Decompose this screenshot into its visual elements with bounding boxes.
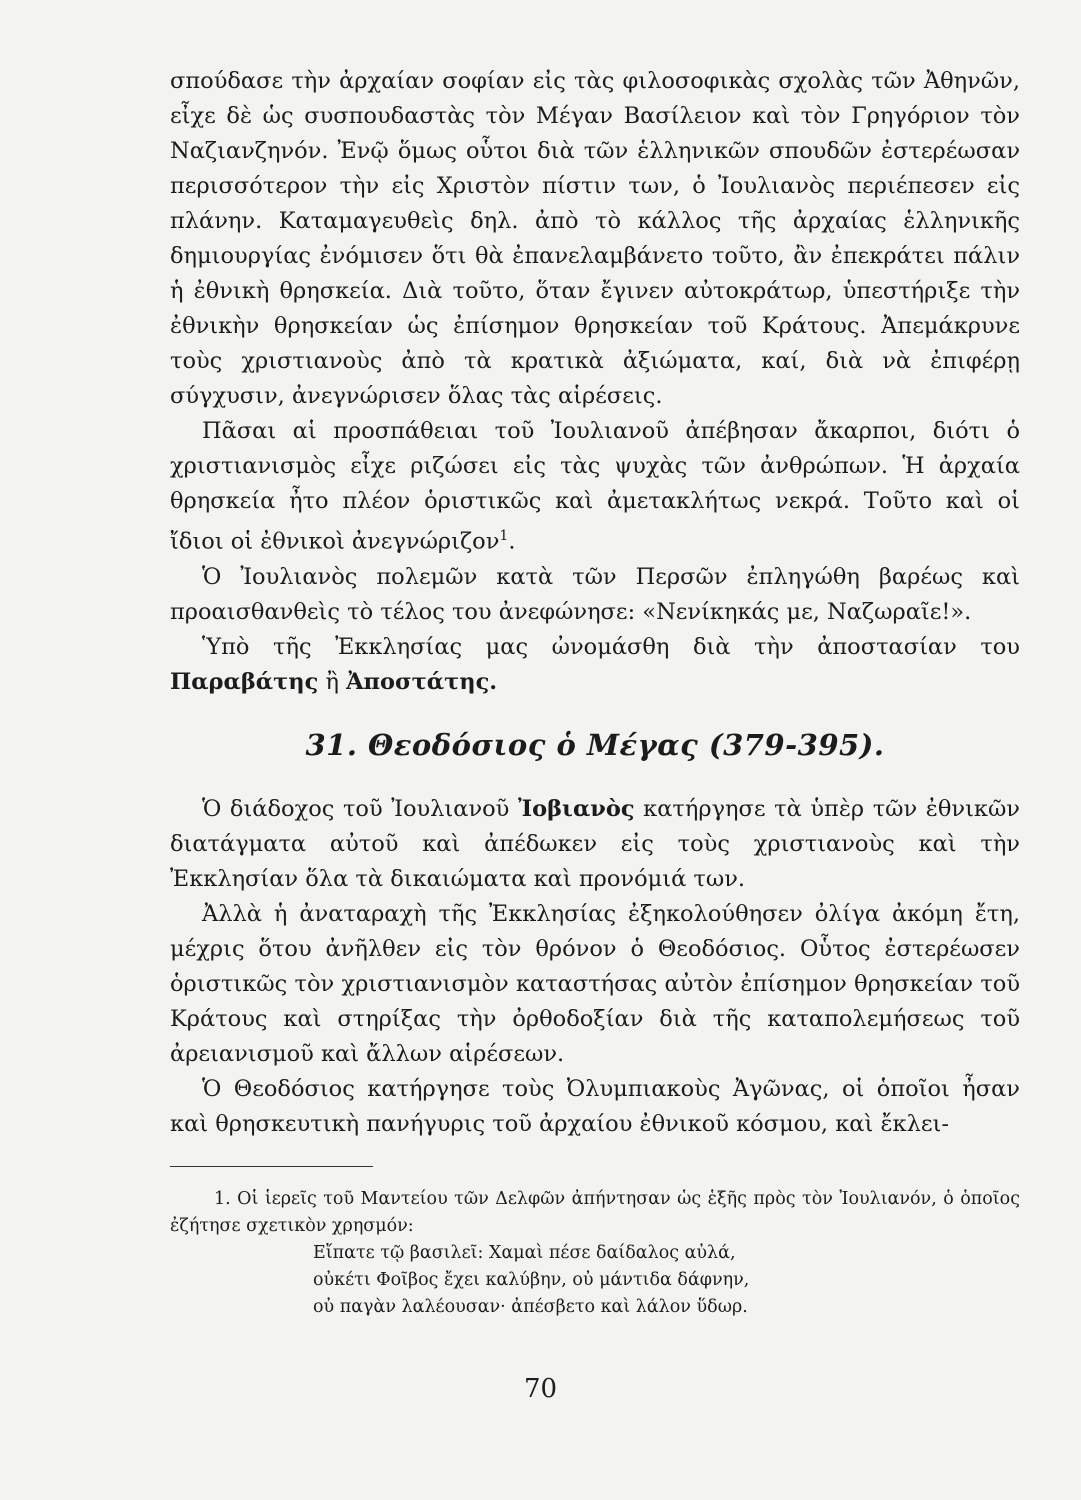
paragraph-2 <box>170 414 1020 560</box>
verse-line: οὐκέτι Φοῖβος ἔχει καλύβην, οὐ μάντιδα δάφνην, <box>313 1270 750 1290</box>
footnote-divider <box>170 1166 373 1167</box>
paragraph-7: Ὁ Θεοδόσιος κατήργησε τοὺς Ὀλυμπιακοὺς Ἀγῶνας, οἱ ὁποῖοι ἦσαν καὶ θρησκευτικὴ πανήγυρις τοῦ ἀρχαίου ἐθνικοῦ κόσμου, καὶ ἔκλει- <box>170 1075 1020 1137</box>
paragraph-5-end: κατήργησε τὰ ὑπὲρ τῶν ἐθνικῶν διατάγματα αὐτοῦ καὶ ἀπέδωκεν εἰς τοὺς χριστιανοὺς καὶ τὴν Ἐκκλησίαν ὅλα τὰ δικαιώματα καὶ προνόμιά των. <box>170 795 1020 892</box>
term-apostatis: Ἀποστάτης <box>346 668 490 695</box>
footnote-reference: 1 <box>499 528 509 544</box>
paragraph-3: Ὁ Ἰουλιανὸς πολεμῶν κατὰ τῶν Περσῶν ἐπληγώθη βαρέως καὶ προαισθανθεὶς τὸ τέλος του ἀνεφώνησε: «Νενίκηκάς με, Ναζωραῖε!». <box>170 563 1020 625</box>
section-heading: 31. Θεοδόσιος ὁ Μέγας (379-395). <box>305 727 885 762</box>
paragraph-2-text: Πᾶσαι αἱ προσπάθειαι τοῦ Ἰουλιανοῦ ἀπέβησαν ἄκαρποι, διότι ὁ χριστιανισμὸς εἶχε ριζώσει εἰς τὰς ψυχὰς τῶν ἀνθρώπων. Ἡ ἀρχαία θρησκεία ἦτο πλέον ὁριστικῶς καὶ ἀμετακλήτως νεκρά. Τοῦτο καὶ οἱ ἴδιοι οἱ ἐθνικοὶ ἀνεγνώριζον <box>170 418 1020 555</box>
verse-line: Εἴπατε τῷ βασιλεῖ: Χαμαὶ πέσε δαίδαλος αὐλά, <box>313 1243 736 1263</box>
paragraph-4-mid: ἢ <box>318 668 347 695</box>
verse-line: οὐ παγὰν λαλέουσαν· ἀπέσβετο καὶ λάλον ὕδωρ. <box>313 1297 748 1317</box>
footnote-text: 1. Οἱ ἱερεῖς τοῦ Μαντείου τῶν Δελφῶν ἀπήντησαν ὡς ἑξῆς πρὸς τὸν Ἰουλιανόν, ὁ ὁποῖος ἐζήτησε σχετικὸν χρησμόν: <box>170 1189 1020 1236</box>
paragraph-4 <box>170 630 1020 700</box>
term-iovianos: Ἰοβιανὸς <box>517 795 635 822</box>
footnote-verse <box>313 1240 1020 1321</box>
page-number: 70 <box>523 1374 558 1404</box>
paragraph-5 <box>170 792 1020 897</box>
paragraph-1: σπούδασε τὴν ἀρχαίαν σοφίαν εἰς τὰς φιλοσοφικὰς σχολὰς τῶν Ἀθηνῶν, εἶχε δὲ ὡς συσπουδαστὰς τὸν Μέγαν Βασίλειον καὶ τὸν Γρηγόριον τὸν Ναζιανζηνόν. Ἐνῷ ὅμως οὗτοι διὰ τῶν ἑλληνικῶν σπουδῶν ἐστερέωσαν περισσότερον τὴν εἰς Χριστὸν πίστιν των, ὁ Ἰουλιανὸς περιέπεσεν εἰς πλάνην. Καταμαγευθεὶς δηλ. ἀπὸ τὸ κάλλος τῆς ἀρχαίας ἑλληνικῆς δημιουργίας ἐνόμισεν ὅτι θὰ ἐπανελαμβάνετο τοῦτο, ἂν ἐπεκράτει πάλιν ἡ ἐθνικὴ θρησκεία. Διὰ τοῦτο, ὅταν ἔγινεν αὐτοκράτωρ, ὑπεστήριξε τὴν ἐθνικὴν θρησκείαν ὡς ἐπίσημον θρησκείαν τοῦ Κράτους. Ἀπεμάκρυνε τοὺς χριστιανοὺς ἀπὸ τὰ κρατικὰ ἀξιώματα, καί, διὰ νὰ ἐπιφέρῃ σύγχυσιν, ἀνεγνώρισεν ὅλας τὰς αἱρέσεις. <box>170 68 1020 409</box>
paragraph-5-start: Ὁ διάδοχος τοῦ Ἰουλιανοῦ <box>202 795 518 822</box>
main-text <box>170 64 1020 1142</box>
paragraph-4-end: . <box>489 668 498 695</box>
paragraph-2-end: . <box>508 528 516 555</box>
footnote <box>170 1186 1020 1321</box>
term-paravatis: Παραβάτης <box>170 668 319 695</box>
paragraph-4-start: Ὑπὸ τῆς Ἐκκλησίας μας ὠνομάσθη διὰ τὴν ἀποστασίαν του <box>202 633 1020 660</box>
paragraph-6: Ἀλλὰ ἡ ἀναταραχὴ τῆς Ἐκκλησίας ἐξηκολούθησεν ὀλίγα ἀκόμη ἔτη, μέχρις ὅτου ἀνῆλθεν εἰς τὸν θρόνον ὁ Θεοδόσιος. Οὗτος ἐστερέωσεν ὁριστικῶς τὸν χριστιανισμὸν καταστήσας αὐτὸν ἐπίσημον θρησκείαν τοῦ Κράτους καὶ στηρίξας τὴν ὀρθοδοξίαν διὰ τῆς καταπολεμήσεως τοῦ ἀρειανισμοῦ καὶ ἄλλων αἱρέσεων. <box>170 900 1020 1067</box>
